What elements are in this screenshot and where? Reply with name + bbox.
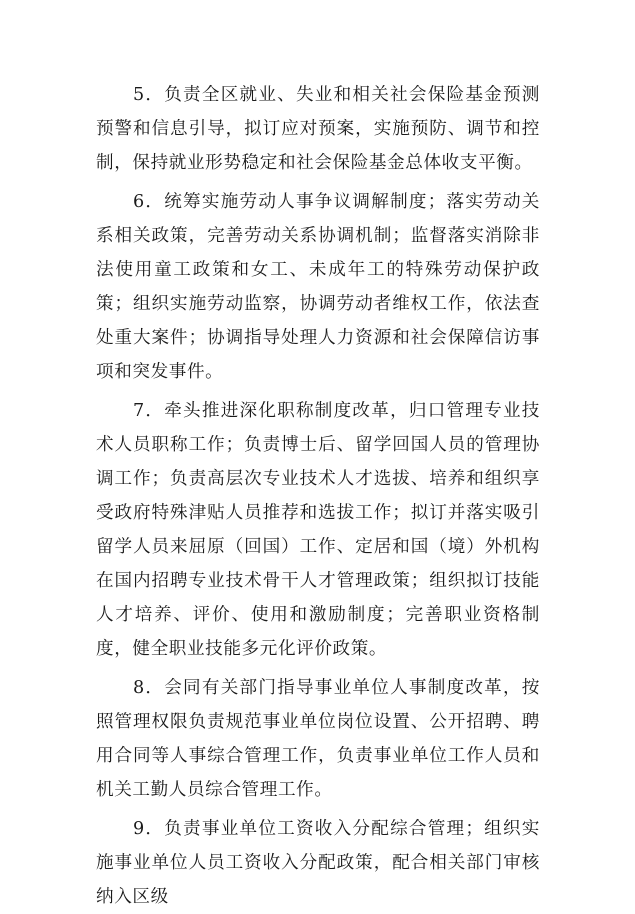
paragraph-item-5: 5．负责全区就业、失业和相关社会保险基金预测预警和信息引导，拟订应对预案，实施预防、调节和控制，保持就业形势稳定和社会保险基金总体收支平衡。 <box>96 85 540 173</box>
document-body <box>96 78 540 914</box>
paragraph-item-6: 6．统筹实施劳动人事争议调解制度；落实劳动关系相关政策，完善劳动关系协调机制；监督落实消除非法使用童工政策和女工、未成年工的特殊劳动保护政策；组织实施劳动监察，协调劳动者维权工作，依法查处重大案件；协调指导处理人力资源和社会保障信访事项和突发事件。 <box>96 192 540 382</box>
paragraph-item-7: 7．牵头推进深化职称制度改革，归口管理专业技术人员职称工作；负责博士后、留学回国人员的管理协调工作；负责高层次专业技术人才选拔、培养和组织享受政府特殊津贴人员推荐和选拔工作；拟订并落实吸引留学人员来屈原（回国）工作、定居和国（境）外机构在国内招聘专业技术骨干人才管理政策；组织拟订技能人才培养、评价、使用和激励制度；完善职业资格制度，健全职业技能多元化评价政策。 <box>96 401 540 659</box>
paragraph-item-8: 8．会同有关部门指导事业单位人事制度改革，按照管理权限负责规范事业单位岗位设置、公开招聘、聘用合同等人事综合管理工作，负责事业单位工作人员和机关工勤人员综合管理工作。 <box>96 678 540 800</box>
paragraph-item-9: 9．负责事业单位工资收入分配综合管理；组织实施事业单位人员工资收入分配政策，配合相关部门审核纳入区级 <box>96 819 540 907</box>
